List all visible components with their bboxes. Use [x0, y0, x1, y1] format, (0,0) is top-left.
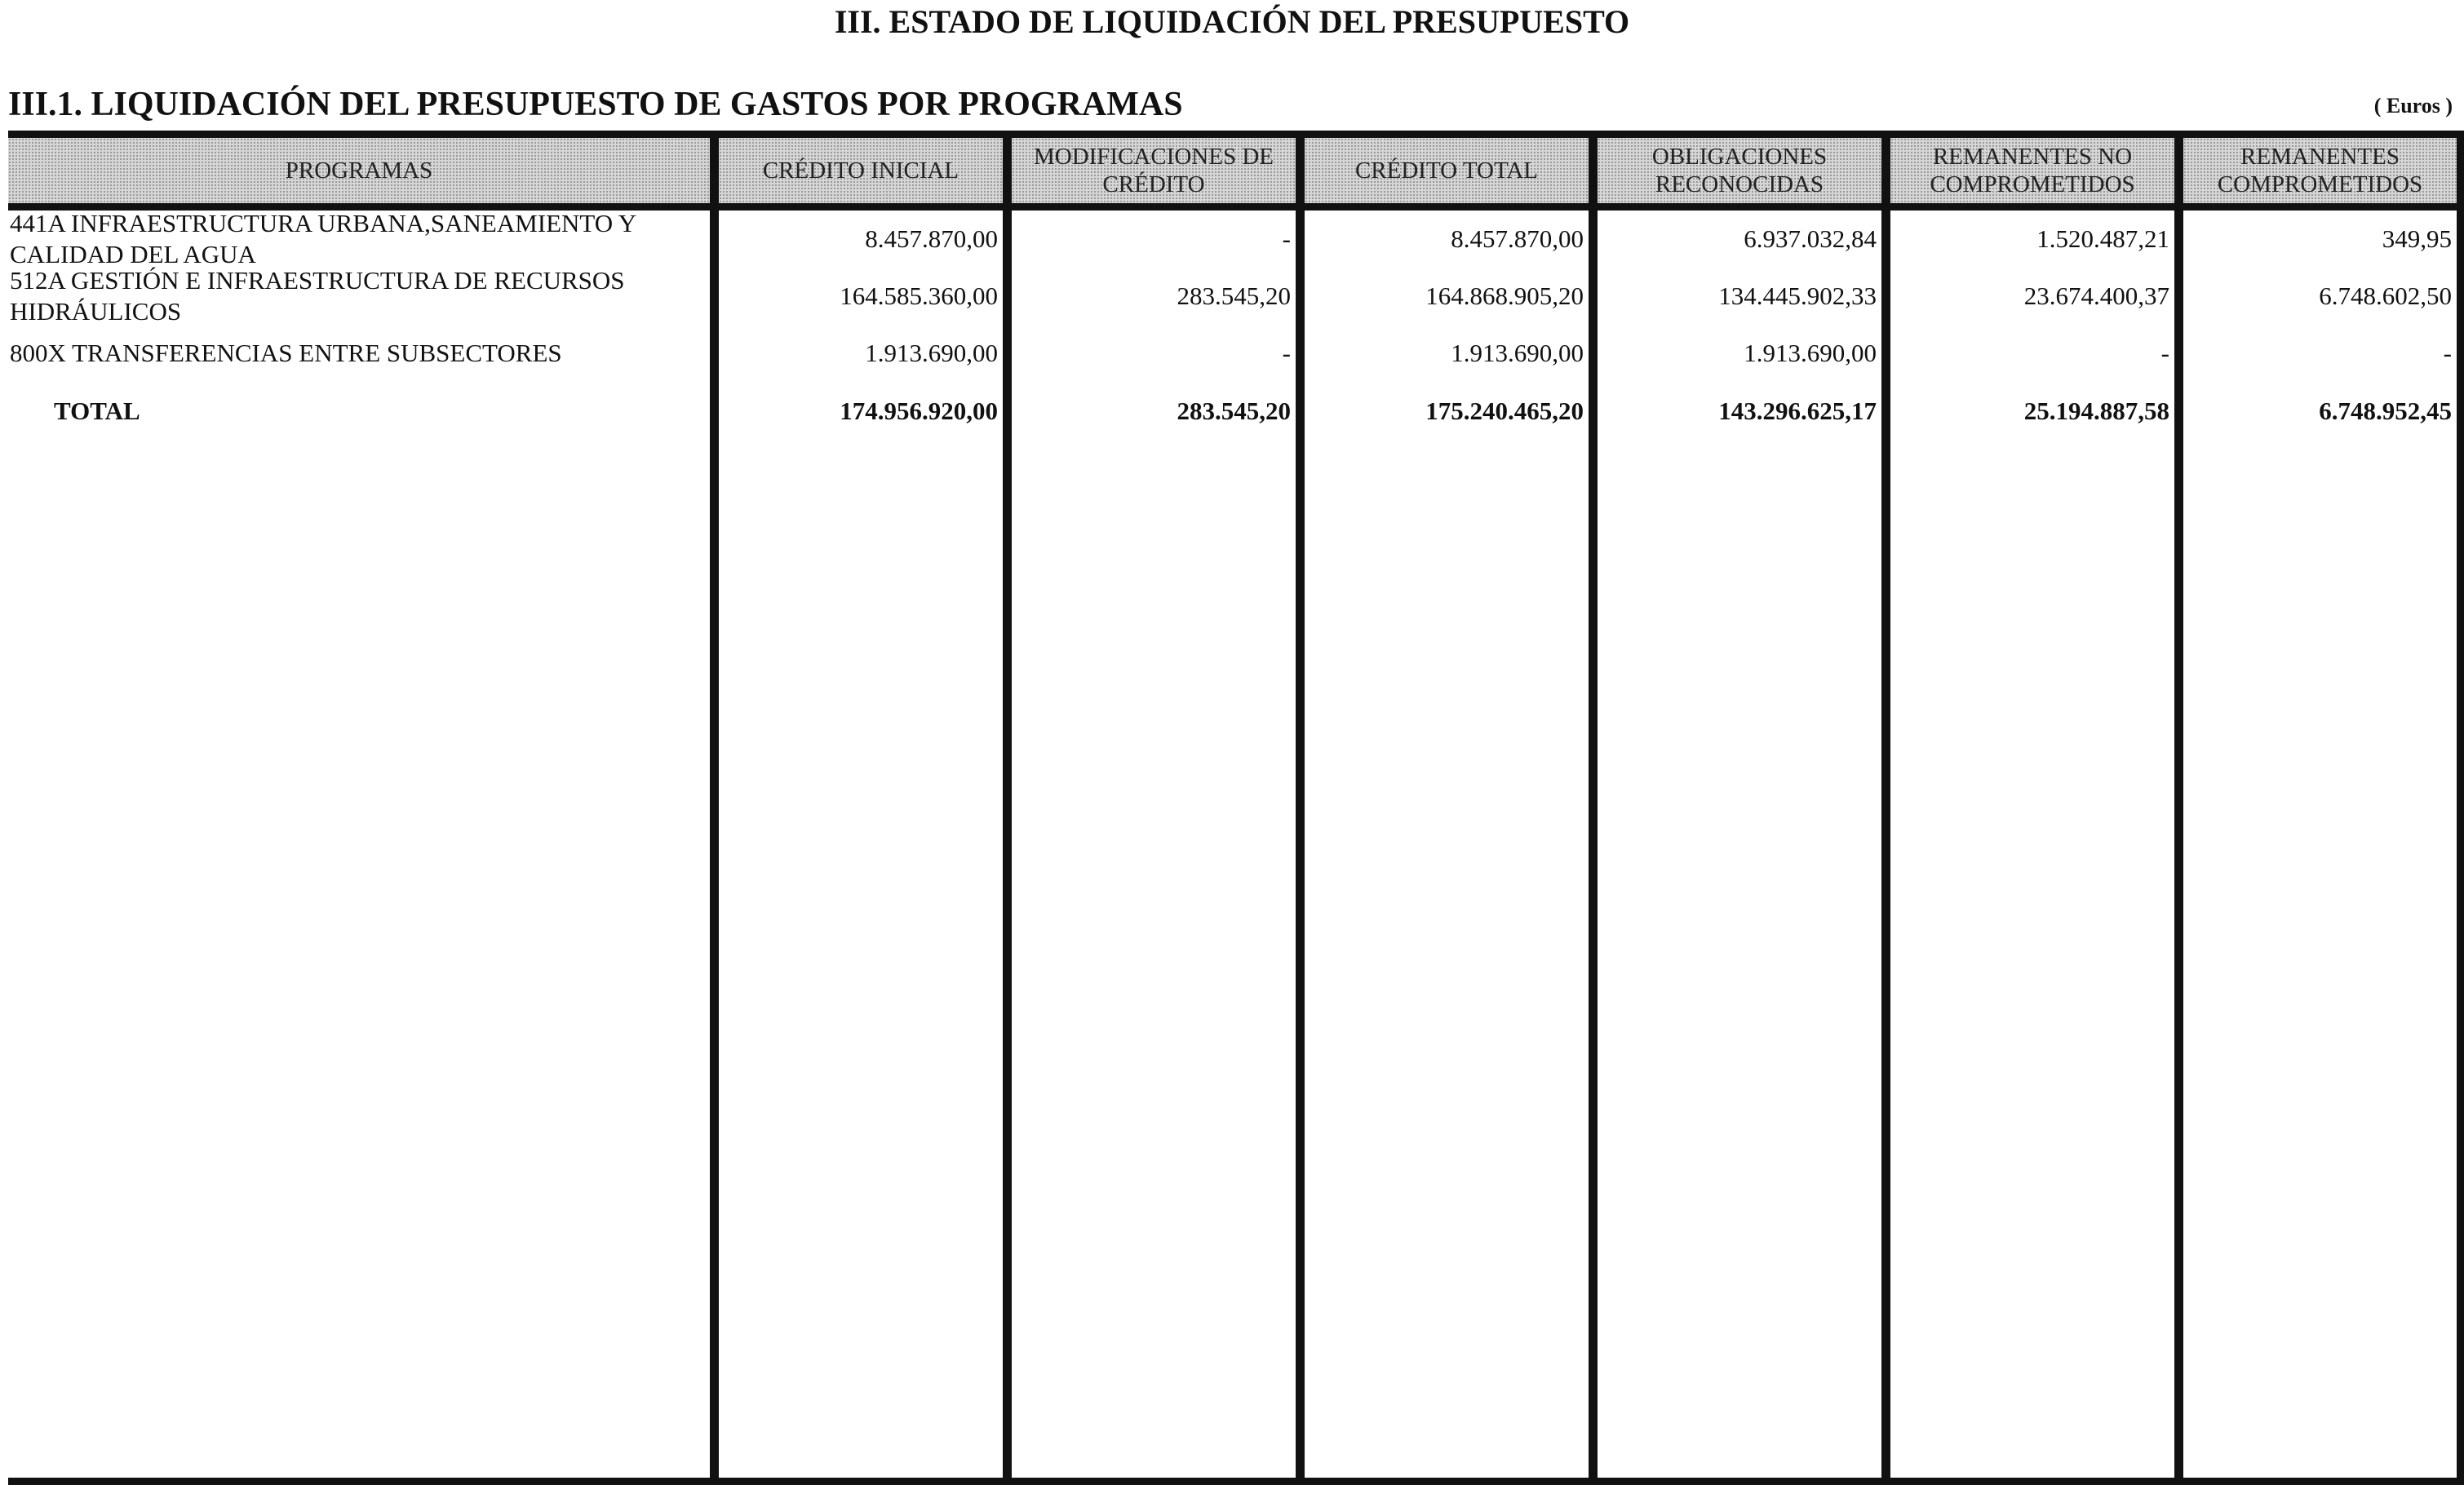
cell-programa: 441A INFRAESTRUCTURA URBANA,SANEAMIENTO Y CALIDAD DEL AGUA: [10, 209, 636, 268]
table-header-row: [8, 138, 2457, 211]
table-row: [8, 325, 2457, 382]
table-row: [8, 268, 2457, 325]
cell-total-modificaciones: 283.545,20: [1177, 397, 1291, 425]
cell-total-remanentes-no-comprometidos: 25.194.887,58: [2023, 397, 2169, 425]
cell-remanentes-comprometidos: -: [2443, 339, 2452, 367]
cell-total-credito-inicial: 174.956.920,00: [840, 397, 998, 425]
cell-remanentes-comprometidos: 6.748.602,50: [2319, 281, 2452, 310]
cell-modificaciones: -: [1282, 339, 1291, 367]
cell-total-remanentes-comprometidos: 6.748.952,45: [2319, 397, 2452, 425]
header-credito-total: CRÉDITO TOTAL: [1305, 138, 1589, 203]
cell-obligaciones: 134.445.902,33: [1718, 281, 1877, 310]
header-remanentes-no-comprometidos: REMANENTES NO COMPROMETIDOS: [1890, 138, 2174, 203]
table-row: [8, 211, 2457, 268]
cell-modificaciones: -: [1282, 224, 1291, 253]
cell-total-obligaciones: 143.296.625,17: [1718, 397, 1877, 425]
header-obligaciones: OBLIGACIONES RECONOCIDAS: [1598, 138, 1881, 203]
cell-programa: 800X TRANSFERENCIAS ENTRE SUBSECTORES: [10, 339, 562, 367]
header-modificaciones: MODIFICACIONES DE CRÉDITO: [1012, 138, 1296, 203]
cell-credito-total: 1.913.690,00: [1451, 339, 1584, 367]
cell-modificaciones: 283.545,20: [1177, 281, 1291, 310]
header-credito-inicial: CRÉDITO INICIAL: [719, 138, 1003, 203]
cell-programa: 512A GESTIÓN E INFRAESTRUCTURA DE RECURSOS HIDRÁULICOS: [10, 266, 625, 326]
header-programas: PROGRAMAS: [8, 138, 710, 203]
cell-credito-inicial: 8.457.870,00: [865, 224, 998, 253]
cell-total-credito-total: 175.240.465,20: [1425, 397, 1584, 425]
cell-credito-inicial: 164.585.360,00: [840, 281, 998, 310]
cell-remanentes-comprometidos: 349,95: [2382, 224, 2452, 253]
table-total-row: [8, 386, 2457, 437]
budget-table: [8, 131, 2464, 1485]
header-remanentes-comprometidos: REMANENTES COMPROMETIDOS: [2183, 138, 2457, 203]
units-label: ( Euros ): [2373, 94, 2453, 117]
cell-remanentes-no-comprometidos: 23.674.400,37: [2023, 281, 2169, 310]
cell-credito-total: 164.868.905,20: [1425, 281, 1584, 310]
cell-remanentes-no-comprometidos: 1.520.487,21: [2036, 224, 2169, 253]
section-title: III.1. LIQUIDACIÓN DEL PRESUPUESTO DE GASTOS POR PROGRAMAS: [8, 86, 1183, 123]
page-title: III. ESTADO DE LIQUIDACIÓN DEL PRESUPUESTO: [834, 3, 1630, 40]
cell-total-label: TOTAL: [54, 397, 140, 425]
cell-obligaciones: 1.913.690,00: [1744, 339, 1877, 367]
cell-credito-inicial: 1.913.690,00: [865, 339, 998, 367]
cell-remanentes-no-comprometidos: -: [2160, 339, 2169, 367]
cell-credito-total: 8.457.870,00: [1451, 224, 1584, 253]
cell-obligaciones: 6.937.032,84: [1744, 224, 1877, 253]
